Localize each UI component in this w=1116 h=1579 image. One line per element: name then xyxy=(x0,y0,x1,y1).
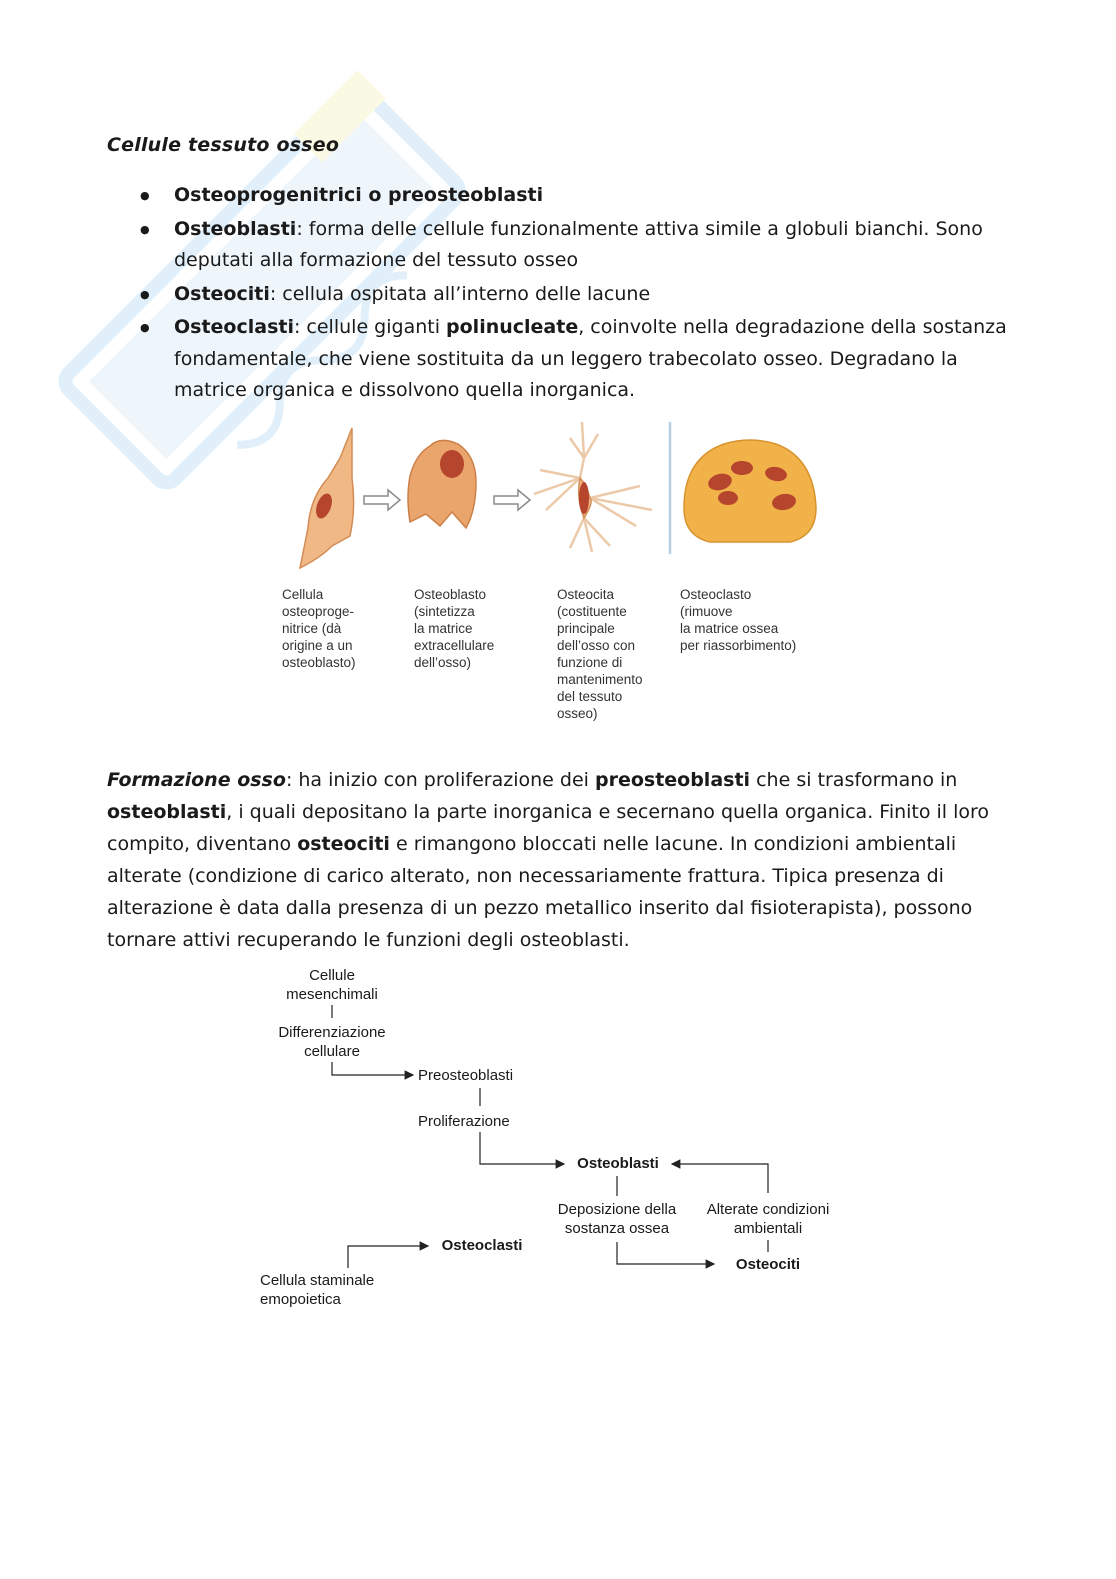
bullet-term: Osteociti xyxy=(174,282,270,305)
node-proliferazione: Proliferazione xyxy=(418,1113,510,1130)
paragraph-bold: osteociti xyxy=(297,833,390,855)
list-item xyxy=(140,279,1020,311)
caption-osteoprogenitor: Cellula osteoproge- nitrice (dà origine a un osteoblasto) xyxy=(282,587,356,670)
node-preosteoblasti: Preosteoblasti xyxy=(418,1067,514,1084)
bullet-term: Osteoprogenitrici o preosteoblasti xyxy=(174,184,544,206)
osteoblast-cell-image xyxy=(408,440,476,528)
osteocyte-cell-image xyxy=(534,422,652,552)
bullet-text: : cellule giganti xyxy=(293,316,447,338)
paragraph-bold: osteoblasti xyxy=(107,801,227,823)
bullet-text: : forma delle cellule funzionalmente attiva simile a globuli bianchi. Sono deputati alla formazione del tessuto osseo xyxy=(174,217,983,271)
node-osteoblasti: Osteoblasti xyxy=(577,1155,659,1172)
paragraph-text: : ha inizio con proliferazione dei xyxy=(285,769,595,791)
node-mesenchimali: Cellule mesenchimali xyxy=(286,967,378,1003)
list-item xyxy=(140,214,1020,277)
section-heading: Cellule tessuto osseo xyxy=(107,134,340,156)
bullet-bold: polinucleate xyxy=(446,316,579,338)
caption-osteoblast: Osteoblasto (sintetizza la matrice extracellulare dell’osso) xyxy=(414,587,495,670)
paragraph-text: e rimangono bloccati nelle lacune. In condizioni ambientali alterate (condizione di carico alterato, non necessariamente frattura. Tipica presenza di alterazione è data dalla presenza di un pezzo metallico inserito dal fisioterapista), possono tornare attivi recuperando le funzioni degli osteoblasti. xyxy=(107,833,973,951)
bullet-text: : cellula ospitata all’interno delle lacune xyxy=(269,282,651,305)
bullet-term: Osteoclasti xyxy=(174,316,294,338)
osteoprogenitor-cell-image xyxy=(300,428,354,568)
arrow-right-icon xyxy=(364,490,400,510)
node-alterate: Alterate condizioni ambientali xyxy=(706,1201,830,1237)
bullet-text: , coinvolte nella degradazione della sostanza fondamentale, che viene sostituita da un leggero trabecolato osseo. Degradano la matrice organica e dissolvono quella inorganica. xyxy=(174,316,1007,401)
node-osteociti: Osteociti xyxy=(735,1256,801,1273)
cell-types-list xyxy=(140,180,1020,409)
osteoclast-cell-image xyxy=(684,440,816,542)
formation-paragraph xyxy=(107,764,1007,956)
paragraph-bold: preosteoblasti xyxy=(594,769,751,791)
paragraph-text: che si trasformano in xyxy=(750,769,958,791)
node-deposizione: Deposizione della sostanza ossea xyxy=(557,1201,677,1237)
node-osteoclasti: Osteoclasti xyxy=(441,1237,523,1254)
node-differenziazione: Differenziazione cellulare xyxy=(278,1024,386,1060)
paragraph-text: , i quali depositano la parte inorganica e secernano quella organica. Finito il loro compito, diventano xyxy=(107,801,990,855)
formation-label: Formazione osso xyxy=(107,769,286,791)
caption-osteocyte: Osteocita (costituente principale dell’osso con funzione di mantenimento del tessuto osseo) xyxy=(557,587,643,721)
arrow-right-icon xyxy=(494,490,530,510)
node-staminale: Cellula staminale emopoietica xyxy=(260,1272,375,1308)
list-item xyxy=(140,180,1020,212)
bullet-term: Osteoblasti xyxy=(174,217,297,240)
bone-formation-flowchart xyxy=(260,960,860,1320)
caption-osteoclast: Osteoclasto (rimuove la matrice ossea per riassorbimento) xyxy=(680,587,797,653)
list-item xyxy=(140,312,1020,407)
